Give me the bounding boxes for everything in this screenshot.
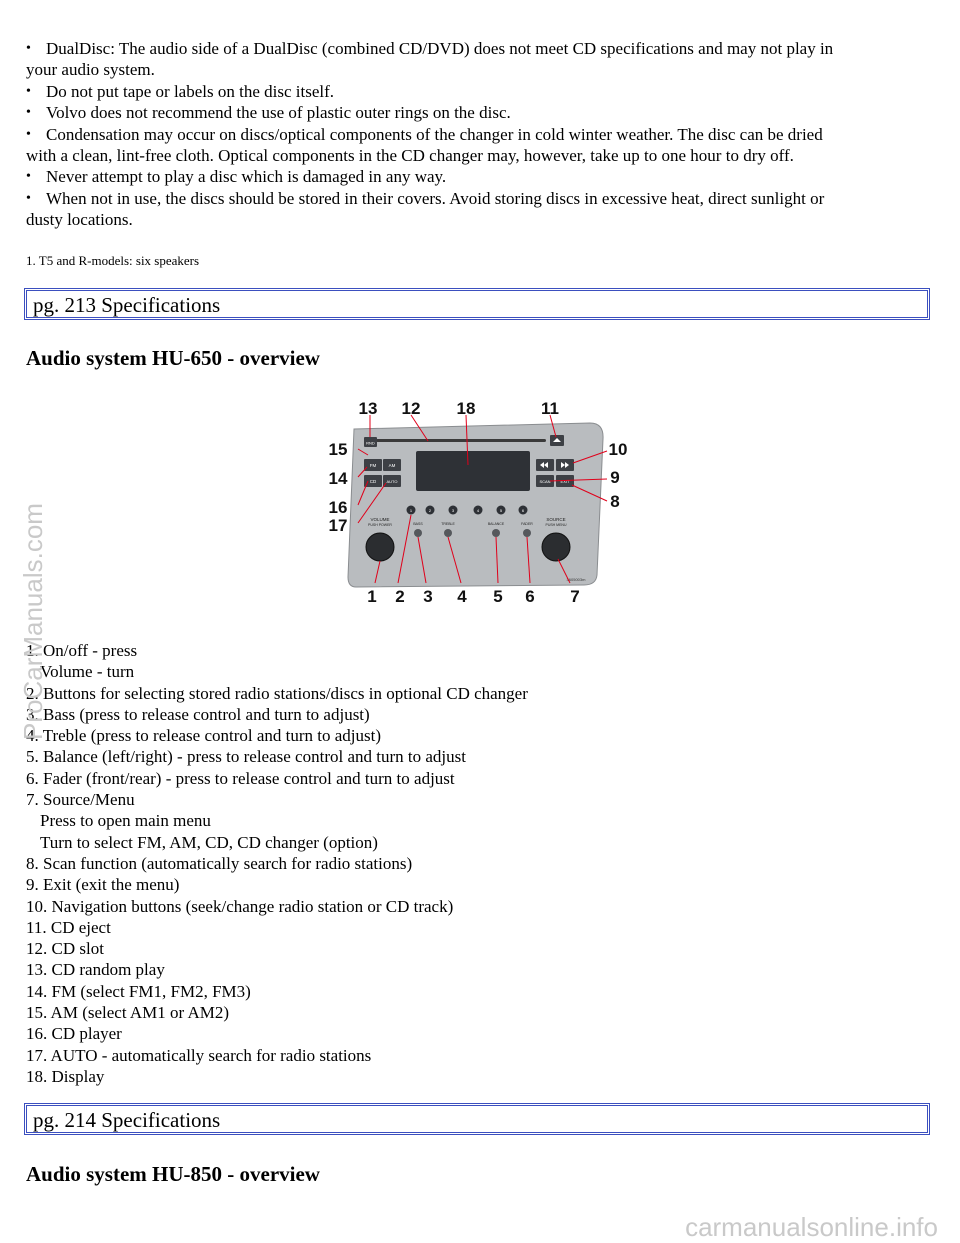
balance-knob (492, 529, 500, 537)
bullet-item: • When not in use, the discs should be stored in their covers. Avoid storing discs in excessive heat, direct sunlight or dusty locations. (26, 188, 936, 230)
section-title-hu850: Audio system HU-850 - overview (26, 1162, 320, 1186)
svg-text:RND: RND (366, 440, 375, 446)
list-item: 6. Fader (front/rear) - press to release control and turn to adjust (26, 768, 455, 788)
svg-text:7: 7 (570, 587, 580, 606)
svg-text:6: 6 (525, 587, 535, 606)
list-item: 16. CD player (26, 1024, 122, 1044)
source-knob (542, 533, 570, 561)
bullet-list (26, 38, 936, 230)
bullet-item: • Never attempt to play a disc which is damaged in any way. (26, 166, 936, 187)
list-item: Turn to select FM, AM, CD, CD changer (option) (40, 832, 378, 852)
svg-text:14: 14 (328, 469, 348, 488)
list-item: 10. Navigation buttons (seek/change radio station or CD track) (26, 896, 454, 916)
svg-text:1: 1 (409, 508, 413, 513)
list-item: 1. On/off - press (26, 641, 138, 660)
volume-knob (366, 533, 394, 561)
list-item: 14. FM (select FM1, FM2, FM3) (26, 981, 251, 1001)
footnote: 1. T5 and R-models: six speakers (26, 253, 200, 268)
svg-text:BALANCE: BALANCE (487, 522, 505, 526)
svg-text:FADER: FADER (521, 522, 533, 526)
svg-text:4: 4 (476, 508, 480, 513)
svg-text:2: 2 (428, 508, 432, 513)
svg-text:VOLUME: VOLUME (370, 517, 390, 522)
svg-text:6: 6 (521, 508, 525, 513)
page-header-214: pg. 214 Specifications (24, 1103, 930, 1135)
bullet-item: • Condensation may occur on discs/optical components of the changer in cold winter weather. The disc can be dried with a clean, lint-free cloth. Optical components in the CD changer may, however, take up to one hour to dry off. (26, 124, 936, 166)
svg-text:3: 3 (423, 587, 433, 606)
svg-text:SOURCE: SOURCE (546, 517, 566, 522)
list-item: Volume - turn (40, 662, 135, 682)
panel-body (348, 423, 603, 587)
svg-text:PUSH POWER: PUSH POWER (368, 523, 392, 527)
watermark-left: ProCarManuals.com (18, 503, 48, 740)
bullet-item: • DualDisc: The audio side of a DualDisc (combined CD/DVD) does not meet CD specifications and may not play in your audio system. (26, 38, 936, 80)
bullet-item: • Do not put tape or labels on the disc itself. (26, 81, 936, 102)
radio-panel-figure (318, 393, 644, 611)
fader-knob (523, 529, 531, 537)
svg-text:12: 12 (401, 399, 421, 418)
svg-text:PUSH MENU: PUSH MENU (545, 523, 567, 527)
svg-text:15: 15 (328, 440, 348, 459)
svg-text:AM: AM (388, 463, 396, 468)
list-item: 5. Balance (left/right) - press to release control and turn to adjust (26, 747, 466, 767)
svg-text:2: 2 (395, 587, 405, 606)
list-item: 15. AM (select AM1 or AM2) (26, 1003, 230, 1023)
svg-text:CD: CD (369, 479, 377, 484)
list-item: 3. Bass (press to release control and turn to adjust) (26, 704, 370, 724)
svg-text:EXIT: EXIT (560, 479, 570, 484)
svg-text:5: 5 (493, 587, 503, 606)
svg-text:TREBLE: TREBLE (441, 522, 455, 526)
list-item: 18. Display (26, 1066, 105, 1086)
svg-text:16: 16 (328, 498, 348, 517)
svg-text:4: 4 (457, 587, 467, 606)
svg-text:5: 5 (499, 508, 503, 513)
svg-text:11: 11 (541, 399, 559, 418)
list-item: 17. AUTO - automatically search for radio stations (26, 1045, 372, 1065)
svg-text:18: 18 (456, 399, 476, 418)
section-title-hu650: Audio system HU-650 - overview (26, 346, 320, 370)
list-item: 9. Exit (exit the menu) (26, 875, 180, 895)
svg-text:SCAN: SCAN (539, 479, 551, 484)
bullet-item: • Volvo does not recommend the use of plastic outer rings on the disc. (26, 102, 936, 123)
list-item: 12. CD slot (26, 939, 104, 959)
svg-text:8: 8 (610, 492, 620, 511)
component-list (26, 640, 528, 1087)
list-item: 4. Treble (press to release control and turn to adjust) (26, 726, 382, 746)
display-screen (416, 451, 530, 491)
svg-text:BASS: BASS (413, 522, 423, 526)
list-item: 8. Scan function (automatically search for radio stations) (26, 853, 413, 873)
svg-text:FM: FM (369, 463, 377, 468)
list-item: 11. CD eject (26, 917, 111, 937)
svg-text:9: 9 (610, 468, 620, 487)
treble-knob (444, 529, 452, 537)
svg-text:13: 13 (358, 399, 378, 418)
svg-text:10: 10 (608, 440, 628, 459)
watermark-right: carmanualsonline.info (685, 1212, 938, 1242)
svg-text:3: 3 (451, 508, 455, 513)
list-item: 7. Source/Menu (26, 790, 135, 810)
svg-text:AUTO: AUTO (386, 479, 398, 484)
list-item: Press to open main menu (40, 811, 211, 831)
svg-text:1: 1 (367, 587, 377, 606)
svg-text:17: 17 (328, 516, 348, 535)
bass-knob (414, 529, 422, 537)
cd-slot (376, 439, 546, 442)
list-item: 13. CD random play (26, 960, 165, 980)
page-header-213: pg. 213 Specifications (24, 288, 930, 320)
list-item: 2. Buttons for selecting stored radio stations/discs in optional CD changer (26, 683, 528, 703)
svg-text:3605003m: 3605003m (566, 577, 586, 582)
